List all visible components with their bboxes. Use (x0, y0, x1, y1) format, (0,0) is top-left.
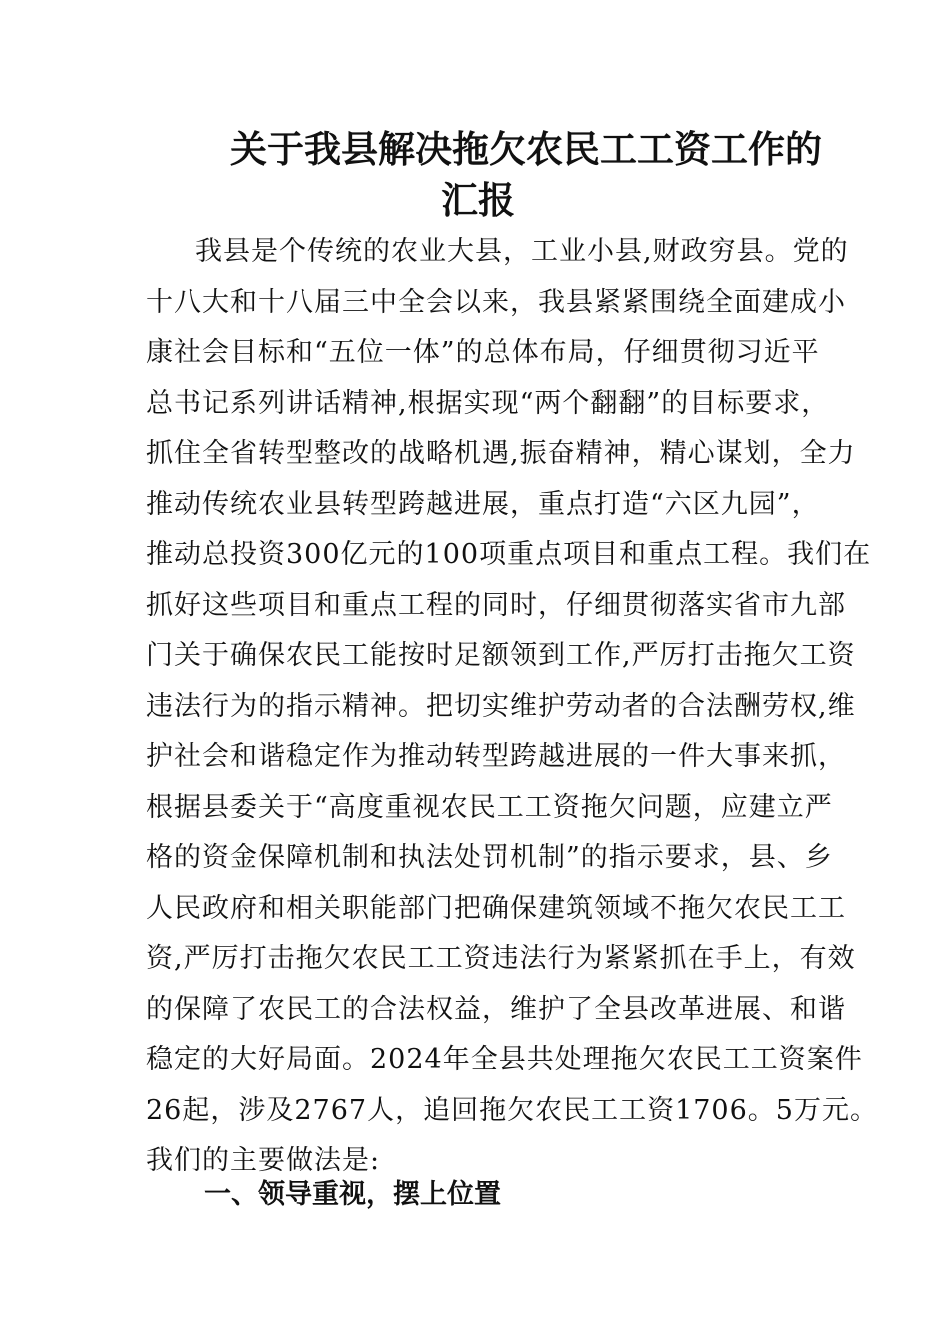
body-line: 我们的主要做法是: (146, 1145, 381, 1176)
body-line: 根据县委关于“高度重视农民工工资拖欠问题，应建立严 (146, 791, 833, 823)
body-line: 稳定的大好局面。2024年全县共处理拖欠农民工工资案件 (146, 1044, 863, 1075)
body-line: 总书记系列讲话精神,根据实现“两个翻翻”的目标要求， (146, 387, 830, 419)
document-title-line-2: 汇报 (441, 179, 515, 222)
body-line: 护社会和谐稳定作为推动转型跨越进展的一件大事来抓， (146, 741, 846, 772)
body-line: 格的资金保障机制和执法处罚机制”的指示要求，县、乡 (146, 842, 833, 873)
body-line: 我县是个传统的农业大县，工业小县,财政穷县。党的 (195, 236, 849, 267)
body-line: 门关于确保农民工能按时足额领到工作,严厉打击拖欠工资 (146, 640, 856, 671)
body-line: 康社会目标和“五位一体”的总体布局，仔细贯彻习近平 (146, 337, 820, 368)
body-line: 推动传统农业县转型跨越进展，重点打造“六区九园”， (146, 488, 820, 520)
body-line: 人民政府和相关职能部门把确保建筑领域不拖欠农民工工 (146, 892, 846, 924)
body-line: 抓好这些项目和重点工程的同时，仔细贯彻落实省市九部 (146, 589, 846, 621)
body-line: 资,严厉打击拖欠农民工工资违法行为紧紧抓在手上，有效 (146, 943, 856, 974)
document-title-line-1: 关于我县解决拖欠农民工工资工作的 (230, 128, 822, 171)
section-heading: 一、领导重视，摆上位置 (204, 1179, 501, 1210)
document-body (146, 227, 878, 1187)
body-line: 抓住全省转型整改的战略机遇,振奋精神，精心谋划，全力 (146, 438, 856, 469)
body-line: 推动总投资300亿元的100项重点项目和重点工程。我们在 (146, 539, 872, 570)
body-line: 的保障了农民工的合法权益，维护了全县改革进展、和谐 (146, 993, 846, 1025)
body-line: 十八大和十八届三中全会以来，我县紧紧围绕全面建成小 (146, 286, 846, 318)
body-line: 违法行为的指示精神。把切实维护劳动者的合法酬劳权,维 (146, 690, 856, 722)
body-line: 26起，涉及2767人，追回拖欠农民工工资1706。5万元。 (146, 1094, 878, 1126)
